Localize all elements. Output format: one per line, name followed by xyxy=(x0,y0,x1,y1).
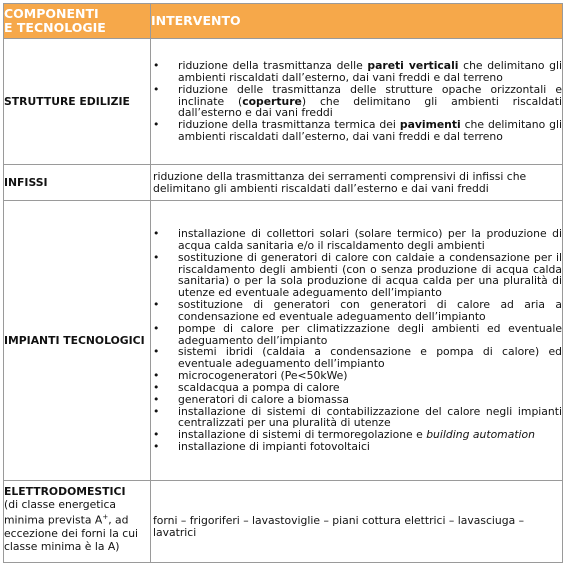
list-item-text: riduzione delle trasmittanza delle strutture opache orizzontali e inclinate ( xyxy=(178,82,562,108)
list-item xyxy=(151,441,562,453)
list-item-text: pompe di calore per climatizzazione degli ambienti ed eventuale adeguamento dell’impianto xyxy=(178,321,562,347)
bullet-icon: • xyxy=(153,298,160,312)
intervention-cell xyxy=(151,201,563,481)
list-item-text: sostituzione di generatori di calore con caldaie a condensazione per il riscaldamento degli ambienti (con o senza produzione di acqua calda sanitaria) o per la sola produzione di acqua calda per una pluralità di utenze ed eventuale adeguamento dell’impianto xyxy=(178,250,562,300)
bullet-icon: • xyxy=(153,118,160,132)
list-item-text: microcogeneratori (Pe<50kWe) xyxy=(178,369,348,383)
category-cell: IMPIANTI TECNOLOGICI xyxy=(4,201,151,481)
list-item xyxy=(151,406,562,430)
header-row xyxy=(4,4,563,39)
list-item xyxy=(151,228,562,252)
interventions-table xyxy=(3,3,563,563)
bullet-icon: • xyxy=(153,345,160,359)
header-components xyxy=(4,4,151,39)
list-item-text: che delimitano gli ambienti riscaldati dall’esterno, dai vani freddi e dal terreno xyxy=(178,59,563,84)
list-item-text: coperture xyxy=(242,94,302,108)
bullet-icon: • xyxy=(153,321,160,335)
list-item xyxy=(151,299,562,323)
bullet-icon: • xyxy=(153,404,160,418)
table-row-elettrodomestici xyxy=(4,481,563,563)
list-item-text: building automation xyxy=(426,428,535,442)
category-title: ELETTRODOMESTICI xyxy=(4,485,126,498)
intervention-text: forni – frigoriferi – lavastoviglie – piani cottura elettrici – lavasciuga – lavatrici xyxy=(153,513,525,539)
bullet-icon: • xyxy=(153,428,160,442)
bullet-icon: • xyxy=(153,369,160,383)
list-item xyxy=(151,252,562,299)
bullet-icon: • xyxy=(153,250,160,264)
intervention-cell xyxy=(151,481,563,563)
list-item xyxy=(151,346,562,370)
list-item-text: pavimenti xyxy=(399,118,461,132)
list-item-text: installazione di sistemi di contabilizzazione del calore negli impianti centralizzati per una pluralità di utenze xyxy=(178,404,562,430)
intervention-cell xyxy=(151,165,563,201)
list-item-text: ) che delimitano gli ambienti riscaldati dall’esterno e dai vani freddi xyxy=(178,94,562,120)
list-item-text: scaldacqua a pompa di calore xyxy=(178,380,340,394)
category-cell xyxy=(4,481,151,563)
list-item-text: riduzione della trasmittanza delle xyxy=(178,59,368,73)
category-cell: INFISSI xyxy=(4,165,151,201)
bullet-list xyxy=(151,228,562,453)
list-item xyxy=(151,323,562,347)
intervention-text: riduzione della trasmittanza dei serramenti comprensivi di infissi che delimitano gli ambienti riscaldati dall’esterno e dai vani freddi xyxy=(153,170,527,195)
list-item-text: installazione di impianti fotovoltaici xyxy=(178,440,370,454)
table-row-strutture xyxy=(4,39,563,165)
list-item xyxy=(151,84,562,120)
category-cell: STRUTTURE EDILIZIE xyxy=(4,39,151,165)
header-intervention: INTERVENTO xyxy=(151,4,563,39)
bullet-icon: • xyxy=(153,440,160,454)
list-item-text: generatori di calore a biomassa xyxy=(178,392,349,406)
bullet-list xyxy=(151,60,562,143)
list-item-text: installazione di sistemi di termoregolazione e xyxy=(178,428,427,442)
table-row-impianti xyxy=(4,201,563,481)
list-item xyxy=(151,119,562,143)
header-components-line-1: COMPONENTI xyxy=(4,6,99,21)
intervention-cell xyxy=(151,39,563,165)
bullet-icon: • xyxy=(153,226,160,240)
bullet-icon: • xyxy=(153,59,160,73)
list-item xyxy=(151,60,562,84)
bullet-icon: • xyxy=(153,82,160,96)
list-item-text: sistemi ibridi (caldaia a condensazione e pompa di calore) ed eventuale adeguamento dell’impianto xyxy=(178,345,562,371)
list-item-text: riduzione della trasmittanza termica dei xyxy=(178,118,400,132)
header-components-line-2: E TECNOLOGIE xyxy=(4,20,106,35)
list-item-text: pareti verticali xyxy=(367,59,459,73)
bullet-icon: • xyxy=(153,392,160,406)
category-note: (di classe energetica minima prevista A+, ad eccezione dei forni la cui classe minima è la A) xyxy=(4,498,139,553)
list-item-text: sostituzione di generatori con generatori di calore ad aria a condensazione ed eventuale adeguamento dell’impianto xyxy=(178,298,562,323)
table-row-infissi xyxy=(4,165,563,201)
bullet-icon: • xyxy=(153,380,160,394)
list-item-text: che delimitano gli ambienti riscaldati dall’esterno, dai vani freddi e dal terreno xyxy=(178,118,563,144)
list-item-text: installazione di collettori solari (solare termico) per la produzione di acqua calda sanitaria e/o il riscaldamento degli ambienti xyxy=(178,226,562,252)
